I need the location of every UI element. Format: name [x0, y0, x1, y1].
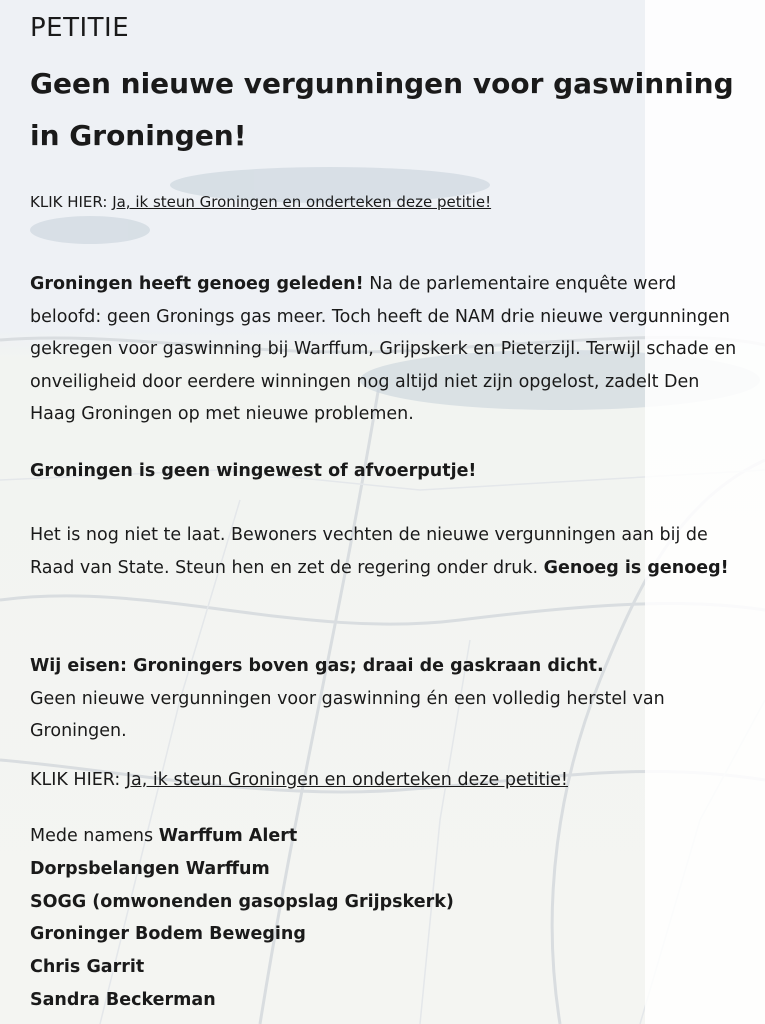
slogan: Groningen is geen wingewest of afvoerputje! — [30, 461, 477, 481]
signer-line — [30, 820, 750, 853]
signers-list — [30, 820, 750, 1017]
signer-name: Warffum Alert — [158, 826, 298, 846]
action-text: Het is nog niet te laat. Bewoners vechten de nieuwe vergunningen aan bij de Raad van State. Steun hen en zet de regering onder druk. — [30, 525, 708, 578]
cta-top — [30, 193, 491, 211]
demand-paragraph — [30, 650, 750, 748]
intro-text: Na de parlementaire enquête werd beloofd: geen Gronings gas meer. Toch heeft de NAM drie nieuwe vergunningen gekregen voor gaswinning bij Warffum, Grijpskerk en Pieterzijl. Terwijl schade en onveiligheid door eerdere winningen nog altijd niet zijn opgelost, zadelt Den Haag Groningen op met nieuwe problemen. — [30, 274, 737, 424]
sign-petition-link-top[interactable]: Ja, ik steun Groningen en onderteken deze petitie! — [112, 193, 492, 211]
signers-prefix: Mede namens — [30, 826, 159, 846]
demand-text: Geen nieuwe vergunningen voor gaswinning én een volledig herstel van Groningen. — [30, 688, 665, 741]
signer-name: Sandra Beckerman — [30, 989, 216, 1010]
page-title: Geen nieuwe vergunningen voor gaswinning in Groningen! — [30, 67, 734, 152]
cta-bottom — [30, 770, 568, 790]
action-paragraph — [30, 519, 750, 584]
cta-bottom-prefix: KLIK HIER: — [30, 770, 126, 790]
intro-paragraph — [30, 268, 750, 431]
signer-name: SOGG (omwonenden gasopslag Grijpskerk) — [30, 891, 454, 912]
signer-name: Chris Garrit — [30, 957, 145, 978]
signer-name: Dorpsbelangen Warffum — [30, 858, 270, 879]
action-bold: Genoeg is genoeg! — [543, 557, 729, 578]
signer-name: Groninger Bodem Beweging — [30, 924, 306, 945]
petition-kicker: PETITIE — [30, 13, 130, 43]
demand-bold: Wij eisen: Groningers boven gas; draai de gaskraan dicht. — [30, 656, 604, 676]
cta-top-prefix: KLIK HIER: — [30, 193, 113, 211]
sign-petition-link-bottom[interactable]: Ja, ik steun Groningen en onderteken deze petitie! — [125, 770, 568, 790]
intro-lead: Groningen heeft genoeg geleden! — [30, 274, 364, 294]
